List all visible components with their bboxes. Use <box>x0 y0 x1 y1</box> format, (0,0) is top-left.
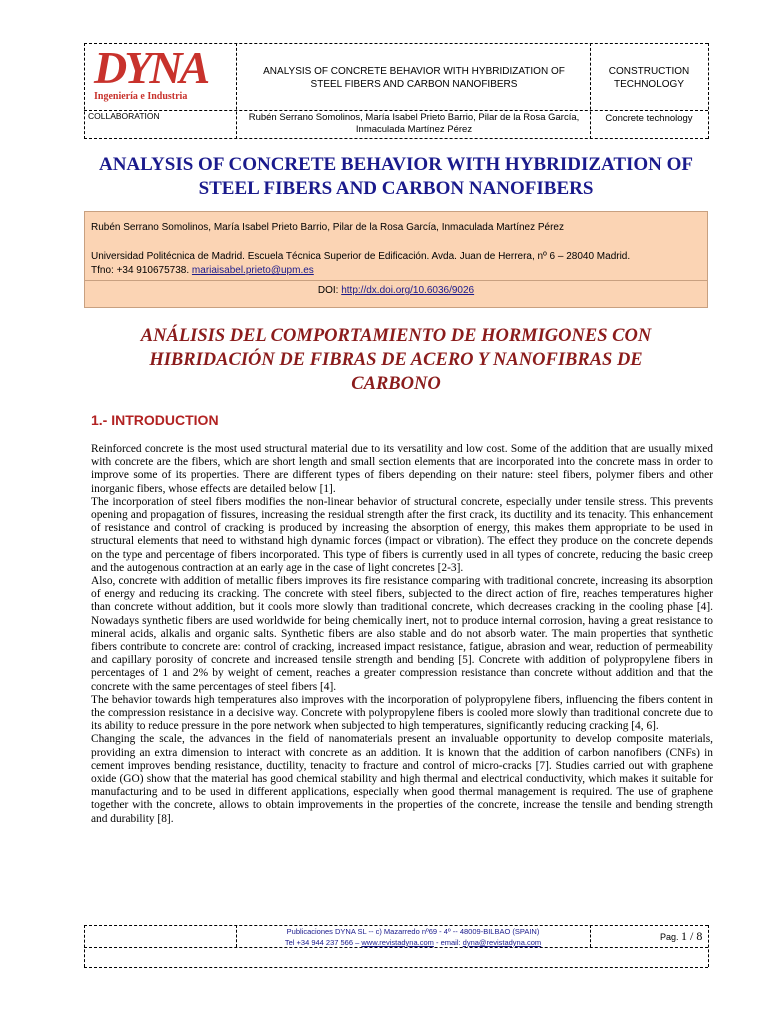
dyna-logo-text: DYNA <box>94 42 208 93</box>
paragraph: The incorporation of steel fibers modifies the non-linear behavior of structural concrete, especially under tensile stress. This prevents opening and propagation of fissures, increasing the residual strength after the first crack, its ductility and its tenacity. This enhancement of resistance and control of cracking is produced by increasing the absorption of energy, this makes them appropriate to be used in structural elements that need to withstand high dynamic forces (impact or vibration). The effect they produce on the concrete depends on the type and percentage of fibers incorporated. This type of fibers is currently used in all types of concrete, reducing the basic creep and the autogenous contraction at an early age in the case of light concretes [2-3]. <box>91 495 713 574</box>
body-text <box>91 443 713 826</box>
paragraph: Reinforced concrete is the most used structural material due to its versatility and low cost. Some of the addition that are usually mixed with concrete are the fibers, which are short length and small section elements that are incorporated into the concrete mass in order to improve some of its properties. There are different types of fibers depending on their nature: steel fibers, polymer fibers and other inorganic fibers, whose effects are detailed below [1]. <box>91 443 713 495</box>
footer-address <box>236 926 590 948</box>
email-link[interactable]: mariaisabel.prieto@upm.es <box>191 265 314 276</box>
footer-address-line2: Tel +34 944 237 566 – www.revistadyna.com - email: dyna@revistadyna.com <box>284 938 542 947</box>
header-collab-label: COLLABORATION <box>88 111 160 121</box>
section-heading: 1.- INTRODUCTION <box>91 412 219 428</box>
footer-email-link[interactable]: dyna@revistadyna.com <box>462 938 542 947</box>
header-article-title: ANALYSIS OF CONCRETE BEHAVIOR WITH HYBRIDIZATION OF STEEL FIBERS AND CARBON NANOFIBERS <box>263 66 565 90</box>
header-section: CONSTRUCTION TECHNOLOGY <box>608 66 690 90</box>
author-box <box>84 211 708 308</box>
affiliation: Universidad Politécnica de Madrid. Escuela Técnica Superior de Edificación. Avda. Juan de Herrera, nº 6 – 28040 Madrid. <box>91 251 631 262</box>
page-title-en: ANALYSIS OF CONCRETE BEHAVIOR WITH HYBRIDIZATION OF STEEL FIBERS AND CARBON NANOFIBERS <box>98 154 694 199</box>
doi-line <box>85 284 707 297</box>
page-title-es: ANÁLISIS DEL COMPORTAMIENTO DE HORMIGONES CON HIBRIDACIÓN DE FIBRAS DE ACERO Y NANOFIBRAS DE CARBONO <box>140 326 652 394</box>
paragraph: The behavior towards high temperatures also improves with the incorporation of polypropylene fibers, influencing the fibers content in the compression resistance in a decisive way. Concrete with polypropylene fibers is cooled more slowly than traditional concrete due to its ability to reduce pressure in the pore network when subjected to high temperatures, significantly reducing cracking [4, 6]. <box>91 693 713 733</box>
dyna-logo <box>90 42 208 107</box>
author-names: Rubén Serrano Somolinos, María Isabel Prieto Barrio, Pilar de la Rosa García, Inmaculada Martínez Pérez <box>91 222 564 233</box>
footer-web-link[interactable]: www.revistadyna.com <box>361 938 434 947</box>
phone: Tfno: +34 910675738. <box>91 265 192 276</box>
dyna-logo-subtitle: Ingeniería e Industria <box>94 91 188 102</box>
page-number: Pag. 1 / 8 <box>660 929 703 943</box>
paragraph: Changing the scale, the advances in the field of nanomaterials present an invaluable opportunity to develop composite materials, providing an extra dimension to interact with concrete as an addition. It is known that the addition of carbon nanofibers (CNFs) in cement improves bending resistance, ductility, tenacity to fracture and control of micro-cracks [7]. Studies carried out with graphene oxide (GO) show that the material has good chemical stability and high thermal and electrical conductivity, which makes it suitable for manufacturing and to be used in different applications, especially when good thermal management is required. The use of graphene together with the concrete, allows to obtain improvements in the properties of the concrete, increase the tensile and bending strength and durability [8]. <box>91 733 713 825</box>
header-topic: Concrete technology <box>605 113 693 124</box>
header-authors: Rubén Serrano Somolinos, María Isabel Prieto Barrio, Pilar de la Rosa García, Inmaculada Martínez Pérez <box>248 112 580 135</box>
doi-label: DOI: <box>317 285 342 296</box>
paragraph: Also, concrete with addition of metallic fibers improves its fire resistance comparing with traditional concrete, increasing its absorption of energy and reducing its cracking. The concrete with steel fibers, subjected to the direct action of fire, reaches temperatures higher than concrete without addition, but it cools more slowly than traditional concrete, which decreases cracking in the cooling phase [4]. Nowadays synthetic fibers are used worldwide for being chemically inert, not to produce internal corrosion, having a great resistance to mineral acids, alkalis and organic salts. Synthetic fibers are also stable and do not absorb water. The main properties that synthetic fibers contribute to concrete are: control of cracking, increased impact resistance, fatigue, abrasion and wear, reduction of permeability and capillary porosity of concrete and increased tensile strength and bending [5]. Concrete with addition of polypropylene fibers in percentages of 1 and 2% by weight of cement, reaches a greater compression resistance than concrete without addition and that the concrete with the same percentages of steel fibers [4]. <box>91 575 713 693</box>
footer-address-line1: Publicaciones DYNA SL -- c) Mazarredo nº69 - 4º -- 48009-BILBAO (SPAIN) <box>286 927 540 936</box>
contact-line <box>91 264 701 277</box>
doi-link[interactable]: http://dx.doi.org/10.6036/9026 <box>341 285 475 296</box>
